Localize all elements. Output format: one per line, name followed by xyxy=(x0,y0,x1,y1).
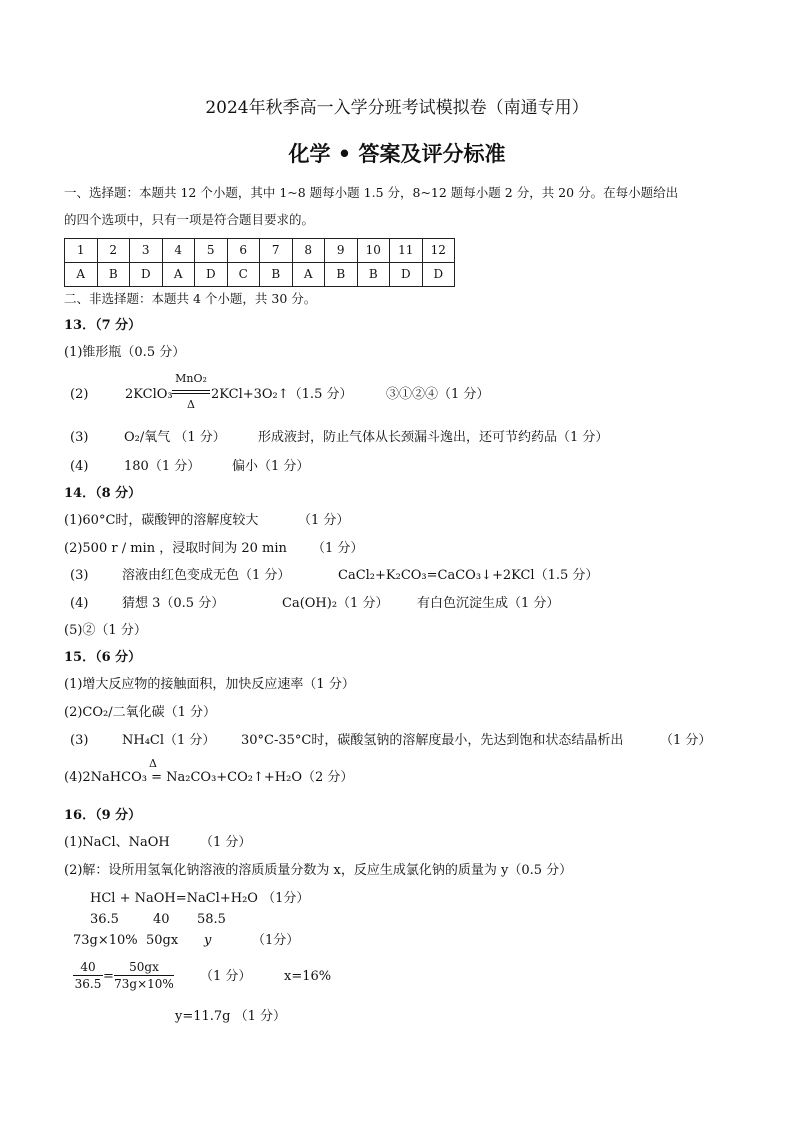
q16-y-result: y=11.7g （1 分） xyxy=(175,1009,287,1024)
q13-line4-b: 偏小（1 分） xyxy=(232,459,310,474)
answer-cell: C xyxy=(227,263,260,287)
q16-fraction-1-bar xyxy=(73,975,103,976)
q16-mass-score: （1分） xyxy=(252,933,300,948)
q16-line1-score: （1 分） xyxy=(200,835,252,850)
answer-cell: A xyxy=(162,263,195,287)
q15-line1: (1)增大反应物的接触面积，加快反应速率（1 分） xyxy=(64,677,355,692)
q15-line2: (2)CO₂/二氧化碳（1 分） xyxy=(64,705,217,720)
q16-molar-mass-naoh: 40 xyxy=(153,912,170,927)
section1-intro-line2: 的四个选项中，只有一项是符合题目要求的。 xyxy=(64,212,315,227)
q16-molar-mass-hcl: 36.5 xyxy=(90,912,119,927)
answer-number: 12 xyxy=(422,239,455,263)
q13-line4-a: 180（1 分） xyxy=(124,459,201,474)
page-title: 2024年秋季高一入学分班考试模拟卷（南通专用） xyxy=(205,98,589,118)
q14-line4-b: Ca(OH)₂（1 分） xyxy=(282,596,389,611)
q14-line3-b: CaCl₂+K₂CO₃=CaCO₃↓+2KCl（1.5 分） xyxy=(338,568,599,583)
q16-line1: (1)NaCl、NaOH xyxy=(64,835,170,850)
answer-cell: A xyxy=(292,263,325,287)
q13-line3-b: 形成液封，防止气体从长颈漏斗逸出，还可节约药品（1 分） xyxy=(258,430,609,445)
q14-line1: (1)60°C时，碳酸钾的溶解度较大 xyxy=(64,513,259,528)
q15-line3-b: 30°C-35°C时，碳酸氢钠的溶解度最小，先达到饱和状态结晶析出 xyxy=(241,733,624,748)
q14-line3-label: (3) xyxy=(70,568,89,583)
answer-number: 3 xyxy=(130,239,163,263)
answer-number: 4 xyxy=(162,239,195,263)
q13-line4-label: (4) xyxy=(70,459,89,474)
q16-mass-hcl: 73g×10% xyxy=(73,933,138,948)
answer-number: 2 xyxy=(97,239,130,263)
answer-table-numbers-row xyxy=(65,239,455,263)
q16-heading: 16．（9 分） xyxy=(64,808,142,823)
q13-line2-reactant: 2KClO₃ xyxy=(125,387,173,402)
answer-number: 7 xyxy=(260,239,293,263)
q16-molar-mass-nacl: 58.5 xyxy=(197,912,226,927)
q16-equation: HCl + NaOH=NaCl+H₂O （1分） xyxy=(90,891,310,906)
q13-line2-product: 2KCl+3O₂↑（1.5 分） xyxy=(211,387,353,402)
q16-fraction-1-denominator: 36.5 xyxy=(74,977,102,991)
page-subtitle: 化学 • 答案及评分标准 xyxy=(288,142,506,166)
answer-cell: B xyxy=(97,263,130,287)
q16-fraction-2-denominator: 73g×10% xyxy=(114,977,174,991)
answer-cell: B xyxy=(325,263,358,287)
q13-reaction-bar xyxy=(172,390,210,391)
answer-table xyxy=(64,238,455,287)
q13-line3-label: (3) xyxy=(70,430,89,445)
q13-reaction-bar xyxy=(172,393,210,394)
answer-number: 10 xyxy=(357,239,390,263)
q16-line2: (2)解：设所用氢氧化钠溶液的溶质质量分数为 x，反应生成氯化钠的质量为 y（0.5 分） xyxy=(64,863,573,878)
q15-heat-symbol: Δ xyxy=(149,757,157,770)
q15-line3-a: NH₄Cl（1 分） xyxy=(122,733,216,748)
answer-number: 1 xyxy=(65,239,98,263)
q13-catalyst: MnO₂ xyxy=(175,372,207,385)
answer-cell: B xyxy=(260,263,293,287)
q13-line2-order: ③①②④（1 分） xyxy=(386,387,490,402)
q16-x-result: x=16% xyxy=(284,969,332,984)
q15-line3-label: (3) xyxy=(70,733,89,748)
answer-cell: D xyxy=(130,263,163,287)
section1-intro-line1: 一、选择题：本题共 12 个小题，其中 1~8 题每小题 1.5 分，8~12 题每小题 2 分，共 20 分。在每小题给出 xyxy=(64,185,679,200)
q16-mass-naoh: 50gx xyxy=(146,933,179,948)
q14-heading: 14．（8 分） xyxy=(64,486,142,501)
q14-line4-c: 有白色沉淀生成（1 分） xyxy=(417,596,560,611)
q14-line1-score: （1 分） xyxy=(298,513,350,528)
q16-fraction-2 xyxy=(114,960,174,991)
answer-number: 11 xyxy=(390,239,423,263)
answer-cell: D xyxy=(390,263,423,287)
q16-fraction-1-numerator: 40 xyxy=(80,960,96,974)
q14-line2-score: （1 分） xyxy=(312,541,364,556)
q16-equals-sign: = xyxy=(103,969,114,984)
answer-number: 9 xyxy=(325,239,358,263)
answer-cell: D xyxy=(422,263,455,287)
answer-number: 6 xyxy=(227,239,260,263)
q14-line5: (5)②（1 分） xyxy=(64,623,147,638)
section2-intro: 二、非选择题：本题共 4 个小题，共 30 分。 xyxy=(64,291,317,306)
answer-cell: D xyxy=(195,263,228,287)
q13-line2-label: (2) xyxy=(70,387,89,402)
q15-line4: (4)2NaHCO₃ = Na₂CO₃+CO₂↑+H₂O（2 分） xyxy=(64,770,354,785)
q13-heading: 13．（7 分） xyxy=(64,318,142,333)
q13-heat-symbol: Δ xyxy=(187,398,195,411)
q14-line4-a: 猜想 3（0.5 分） xyxy=(122,596,225,611)
q13-line1: (1)锥形瓶（0.5 分） xyxy=(64,345,186,360)
q13-line3-a: O₂/氧气 （1 分） xyxy=(124,430,226,445)
q16-fraction-2-bar xyxy=(114,975,174,976)
answer-table-answers-row xyxy=(65,263,455,287)
answer-number: 5 xyxy=(195,239,228,263)
q16-fraction-1 xyxy=(73,960,103,991)
q16-fraction-2-numerator: 50gx xyxy=(129,960,159,974)
answer-number: 8 xyxy=(292,239,325,263)
q14-line2: (2)500 r / min ，浸取时间为 20 min xyxy=(64,541,287,556)
q14-line3-a: 溶液由红色变成无色（1 分） xyxy=(122,568,291,583)
q14-line4-label: (4) xyxy=(70,596,89,611)
q16-mass-nacl: y xyxy=(204,933,212,948)
answer-cell: B xyxy=(357,263,390,287)
q16-fraction-score: （1 分） xyxy=(200,969,252,984)
q15-line3-score: （1 分） xyxy=(660,733,712,748)
q15-heading: 15．（6 分） xyxy=(64,650,142,665)
answer-cell: A xyxy=(65,263,98,287)
